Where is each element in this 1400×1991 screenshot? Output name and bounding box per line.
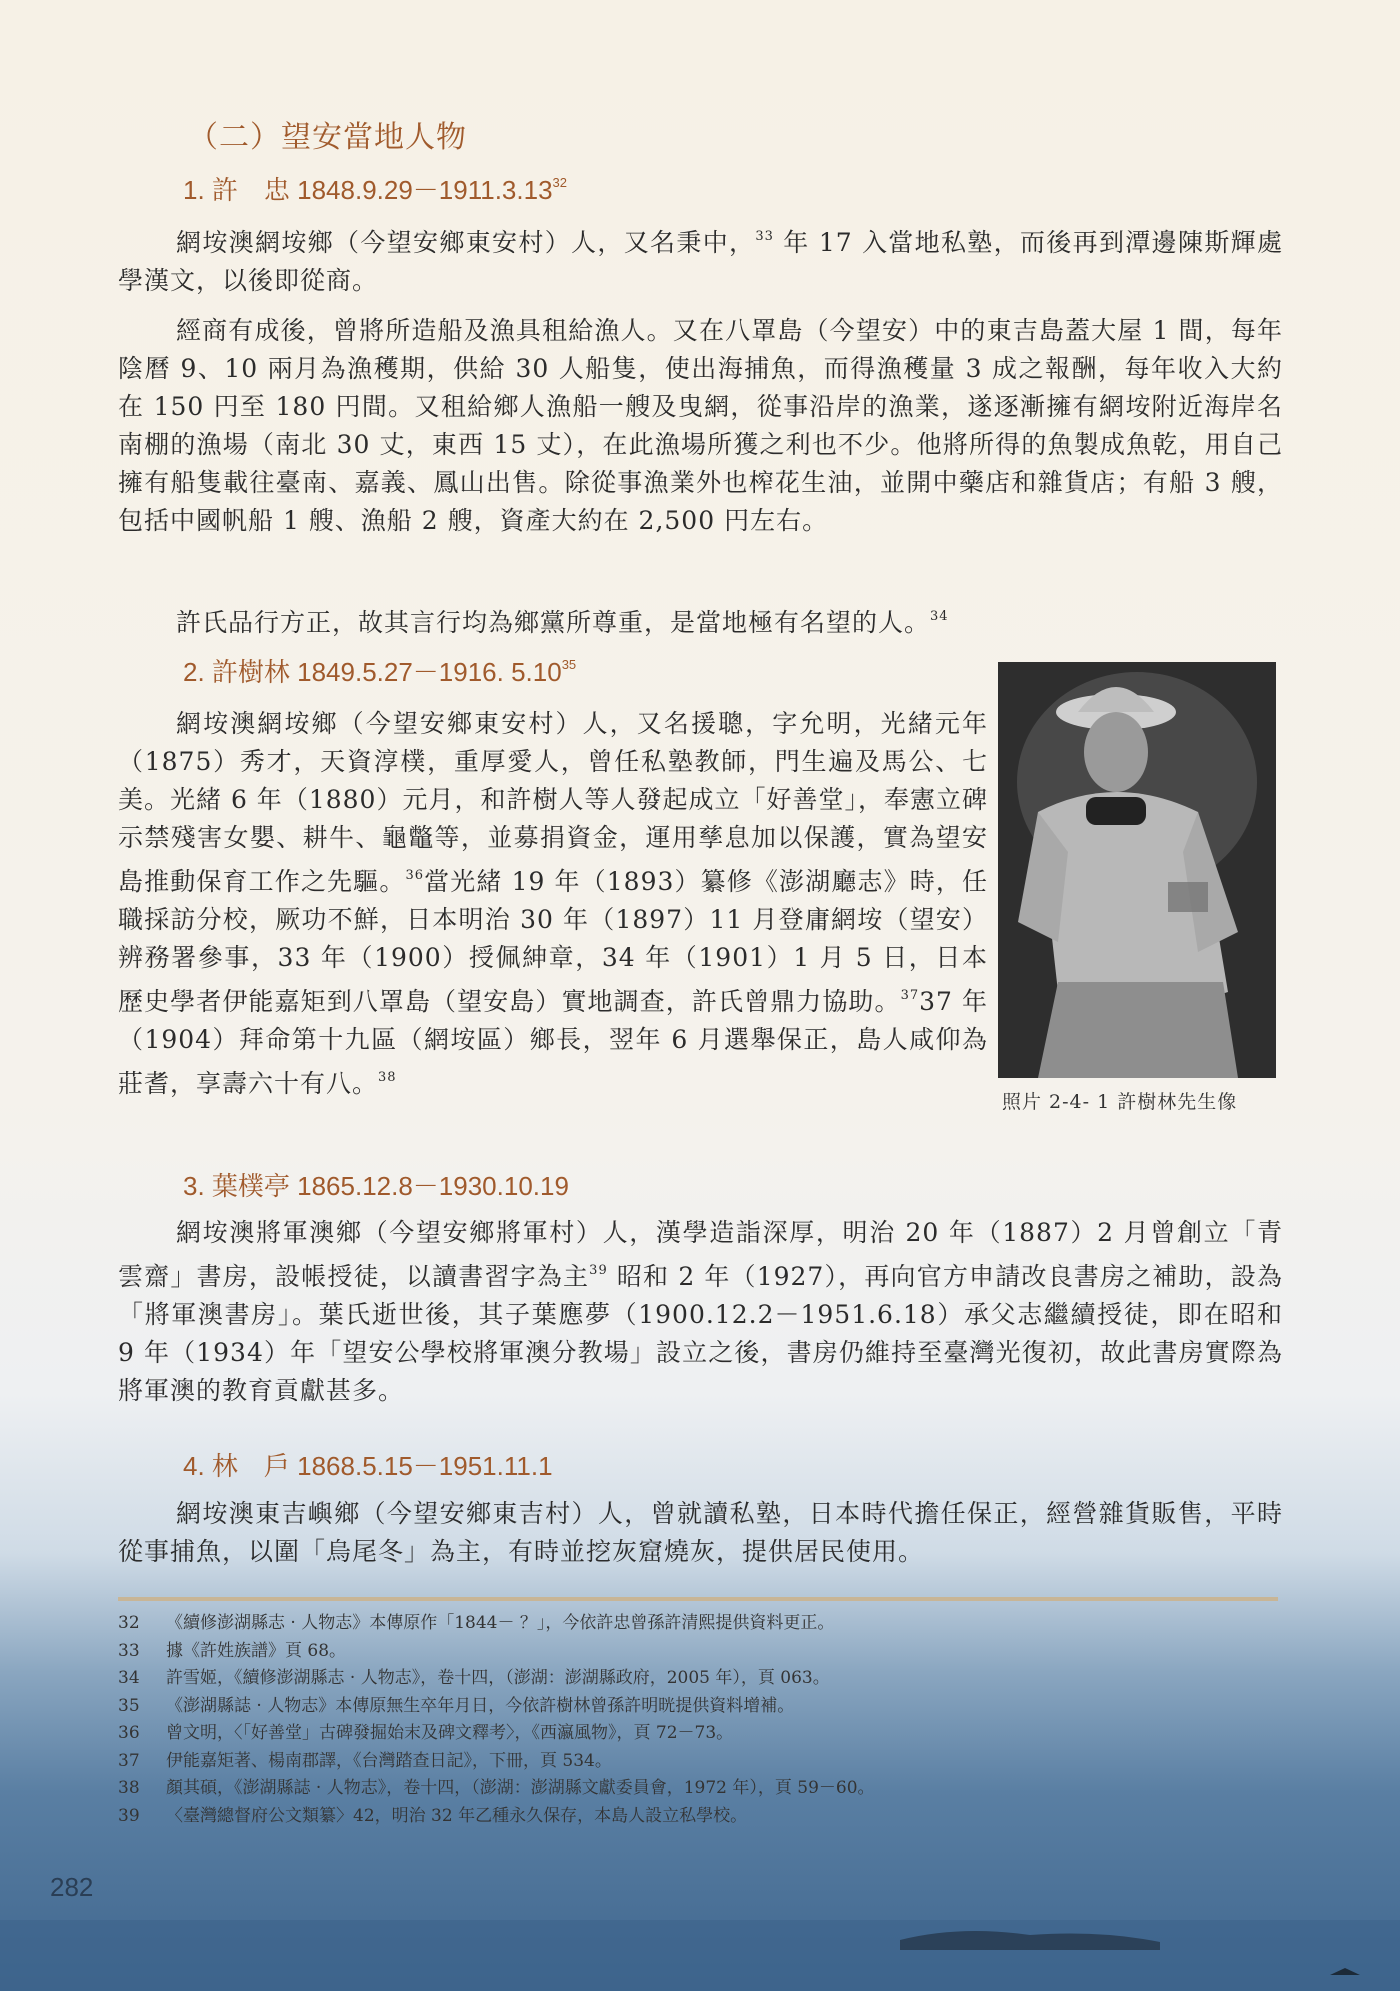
footnote-item: 33 據《許姓族譜》頁 68。: [118, 1640, 347, 1661]
footnote-item: 32 《續修澎湖縣志 · 人物志》本傳原作「1844－ ？」，今依許忠曾孫許清熙提供資料更正。: [118, 1613, 835, 1633]
footnote-item: 36 曾文明，〈「好善堂」古碑發掘始末及碑文釋考〉，《西瀛風物》，頁 72－73。: [118, 1723, 734, 1743]
footnote-divider: [118, 1597, 1278, 1601]
paragraph-1-1: 網垵澳網垵鄉（今望安鄉東安村）人，又名秉中，$^{33}$ 年 17 入當地私塾，而後再到潭邊陳斯輝處學漢文，以後即從商。: [118, 228, 1283, 295]
footnote-ref: 32: [552, 175, 568, 190]
person-heading-4: 4. 林 戶 1868.5.15－1951.11.1: [183, 1451, 553, 1481]
footnote-ref: 34: [930, 609, 949, 624]
footnote-ref: 37: [900, 988, 920, 1003]
person-heading-2-text: 2. 許樹林 1849.5.27－1916. 5.10: [183, 657, 562, 687]
footnote-item: 34 許雪姬，《續修澎湖縣志 · 人物志》，卷十四，（澎湖：澎湖縣政府，2005 年），頁 063。: [118, 1668, 830, 1688]
footnote-ref: 39: [589, 1263, 608, 1278]
portrait-illustration: [998, 662, 1276, 1078]
footnote-item: 39 〈臺灣總督府公文類纂〉42，明治 32 年乙種永久保存，本島人設立私學校。: [118, 1805, 748, 1826]
section-title: （二）望安當地人物: [188, 121, 467, 154]
page-number: 282: [50, 1872, 94, 1902]
paragraph-3-1: 網垵澳將軍澳鄉（今望安鄉將軍村）人，漢學造詣深厚，明治 20 年（1887）2 月曾創立「青雲齋」書房，設帳授徒，以讀書習字為主$^{39}$ 昭和 2 年（1927），再向官方申請改良書房之補助，設為「將軍澳書房」。葉氏逝世後，其子葉應夢（1900.12.2－1951.6.18）承父志繼續授徒，即在昭和 9 年（1934）年「望安公學校將軍澳分教場」設立之後，書房仍維持至臺灣光復初，故此書房實際為將軍澳的教育貢獻甚多。: [118, 1218, 1283, 1405]
footnote-ref: 36: [405, 868, 425, 883]
person-heading-1: [183, 170, 567, 207]
footnote-item: 37 伊能嘉矩著、楊南郡譯，《台灣踏查日記》，下冊，頁 534。: [118, 1750, 612, 1771]
footnote-item: 38 顏其碩，《澎湖縣誌 · 人物志》，卷十四，（澎湖：澎湖縣文獻委員會，1972 年），頁 59－60。: [118, 1778, 875, 1798]
person-heading-2: [183, 652, 576, 689]
paragraph-2-1: 網垵澳網垵鄉（今望安鄉東安村）人，又名援聰，字允明，光緒元年（1875）秀才，天資淳樸，重厚愛人，曾任私塾教師，門生遍及馬公、七美。光緒 6 年（1880）元月，和許樹人等人發起成立「好善堂」，奉憲立碑示禁殘害女嬰、耕牛、龜鼈等，並募捐資金，運用孳息加以保護，實為望安島推動保育工作之先驅。$^{36}$當光緒 19 年（1893）纂修《澎湖廳志》時，任職採訪分校，厥功不鮮，日本明治 30 年（1897）11 月登庸網垵（望安）辨務署參事，33 年（1900）授佩紳章，34 年（1901）1 月 5 日，日本歷史學者伊能嘉矩到八罩島（望安島）實地調查，許氏曾鼎力協助。$^{37}$37 年（1904）拜命第十九區（網垵區）鄉長，翌年 6 月選舉保正，島人咸仰為莊耆，享壽六十有八。$^{38}$: [118, 709, 988, 1098]
paragraph-1-3: 許氏品行方正，故其言行均為鄉黨所尊重，是當地極有名望的人。$^{34}$: [176, 608, 949, 637]
footnote-ref: 38: [378, 1070, 397, 1085]
person-heading-1-text: 1. 許 忠 1848.9.29－1911.3.13: [183, 175, 553, 205]
footnote-ref: 35: [561, 657, 577, 672]
footnote-item: 35 《澎湖縣誌 · 人物志》本傳原無生卒年月日，今依許樹林曾孫許明晄提供資料增補。: [118, 1695, 795, 1716]
footnote-ref: 33: [755, 229, 774, 244]
portrait-photo: [998, 662, 1276, 1078]
paragraph-4-1: 網垵澳東吉嶼鄉（今望安鄉東吉村）人，曾就讀私塾，日本時代擔任保正，經營雜貨販售，平時從事捕魚，以圍「烏尾冬」為主，有時並挖灰窟燒灰，提供居民使用。: [118, 1499, 1283, 1566]
paragraph-1-2: 經商有成後，曾將所造船及漁具租給漁人。又在八罩島（今望安）中的東吉島蓋大屋 1 間，每年陰曆 9、10 兩月為漁穫期，供給 30 人船隻，使出海捕魚，而得漁穫量 3 成之報酬，每年收入大約在 150 円至 180 円間。又租給鄉人漁船一艘及曳網，從事沿岸的漁業，遂逐漸擁有網垵附近海岸名南棚的漁場（南北 30 丈，東西 15 丈），在此漁場所獲之利也不少。他將所得的魚製成魚乾，用自己擁有船隻載往臺南、嘉義、鳳山出售。除從事漁業外也榨花生油，並開中藥店和雜貨店；有船 3 艘，包括中國帆船 1 艘、漁船 2 艘，資產大約在 2,500 円左右。: [118, 316, 1283, 535]
sea-background: [0, 1880, 1400, 1991]
photo-caption: 照片 2-4- 1 許樹林先生像: [1002, 1091, 1238, 1113]
footnotes: [118, 1610, 1278, 1830]
person-heading-3: 3. 葉樸亭 1865.12.8－1930.10.19: [183, 1171, 569, 1201]
